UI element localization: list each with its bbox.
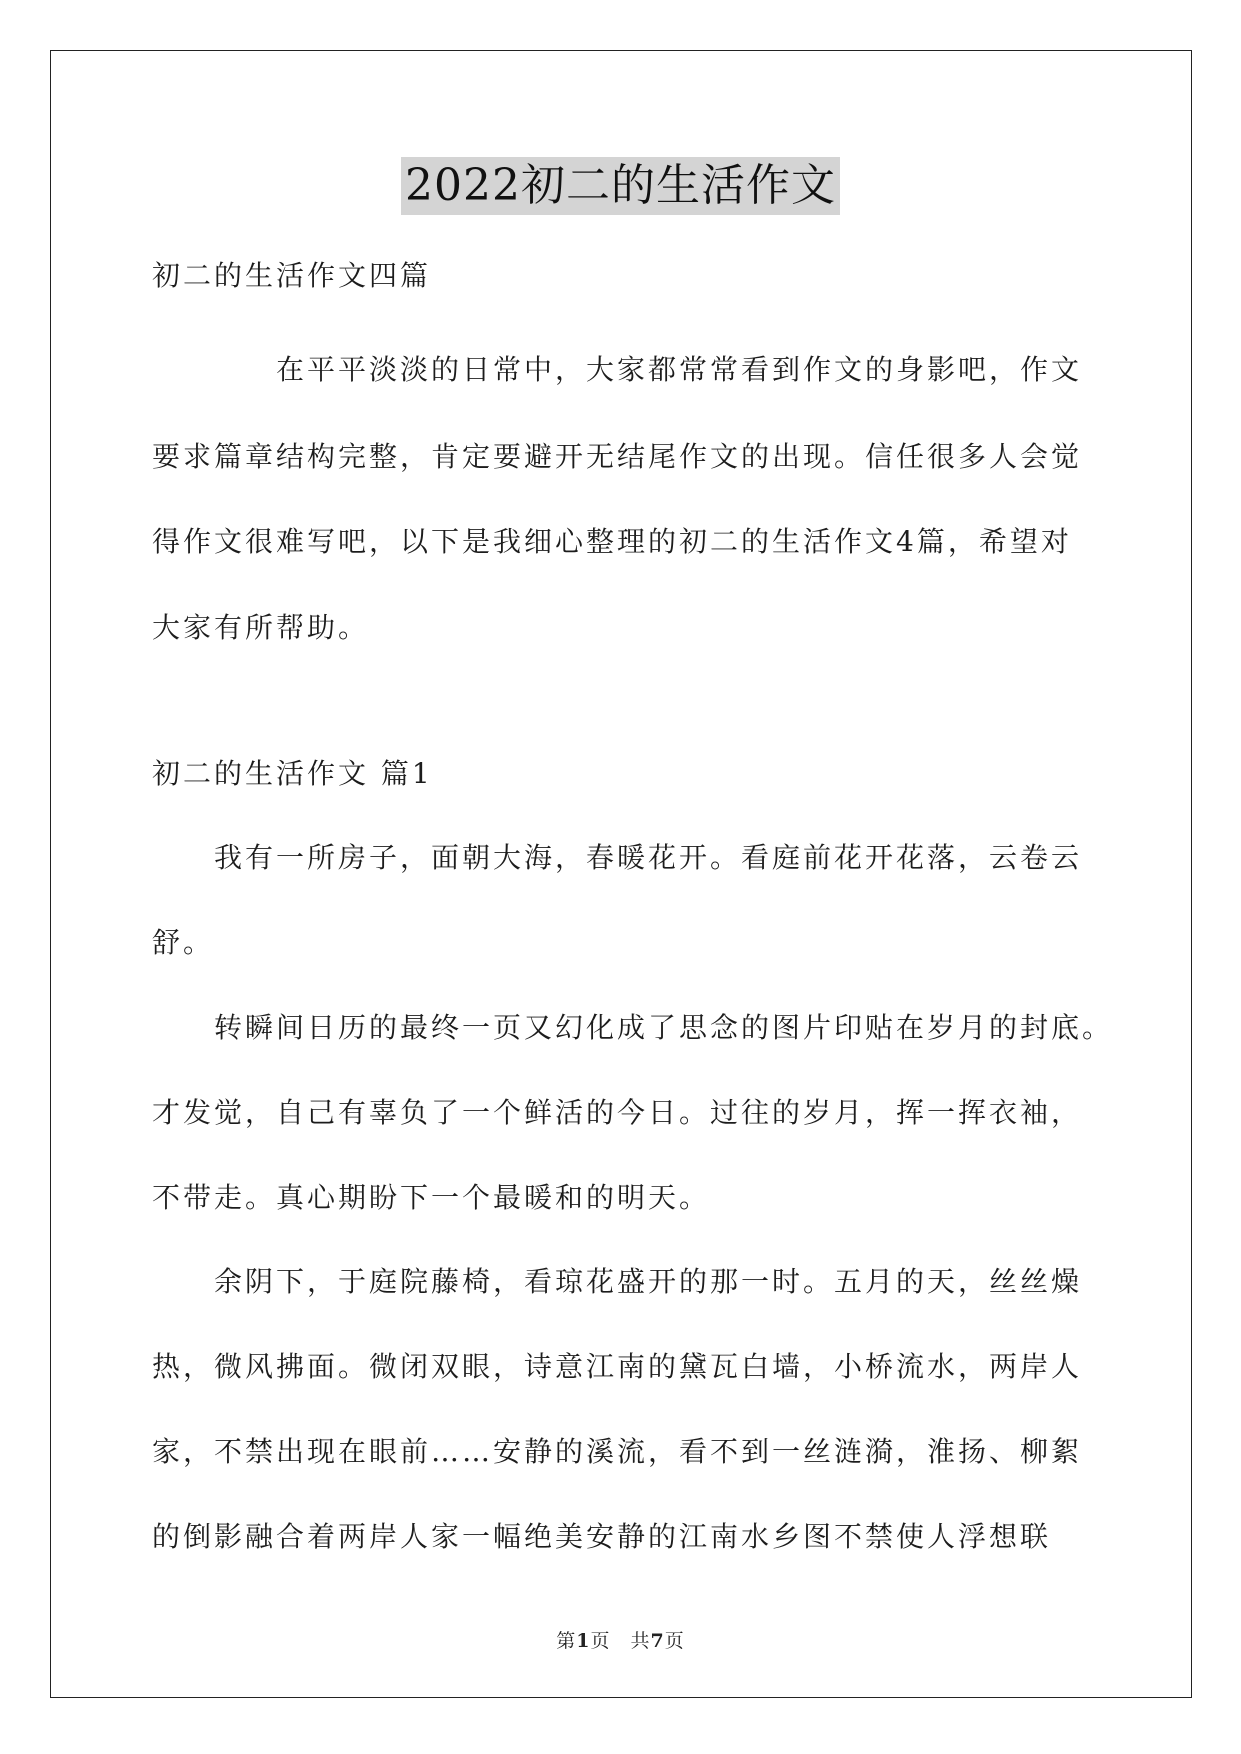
paragraph-line: 得作文很难写吧，以下是我细心整理的初二的生活作文4篇，希望对 bbox=[152, 525, 1072, 558]
paragraph-line: 热，微风拂面。微闭双眼，诗意江南的黛瓦白墙，小桥流水，两岸人 bbox=[152, 1350, 1083, 1383]
paragraph-line: 家，不禁出现在眼前……安静的溪流，看不到一丝涟漪，淮扬、柳絮 bbox=[152, 1435, 1083, 1468]
paragraph-line: 转瞬间日历的最终一页又幻化成了思念的图片印贴在岁月的封底。 bbox=[214, 1011, 1114, 1044]
footer-current-page: 1 bbox=[576, 1630, 591, 1652]
paragraph-line: 舒。 bbox=[152, 926, 215, 959]
document-subtitle: 初二的生活作文四篇 bbox=[152, 259, 432, 292]
footer-suffix: 页 bbox=[664, 1630, 685, 1652]
paragraph-line: 大家有所帮助。 bbox=[152, 611, 370, 644]
paragraph-line: 的倒影融合着两岸人家一幅绝美安静的江南水乡图不禁使人浮想联 bbox=[152, 1520, 1052, 1553]
paragraph-line: 余阴下，于庭院藤椅，看琼花盛开的那一时。五月的天，丝丝燥 bbox=[214, 1265, 1083, 1298]
footer-mid: 页 共 bbox=[590, 1630, 651, 1652]
title-wrap bbox=[0, 157, 1241, 215]
paragraph-line: 我有一所房子，面朝大海，春暖花开。看庭前花开花落，云卷云 bbox=[214, 841, 1083, 874]
paragraph-line: 才发觉，自己有辜负了一个鲜活的今日。过往的岁月，挥一挥衣袖， bbox=[152, 1096, 1083, 1129]
paragraph-line: 在平平淡淡的日常中，大家都常常看到作文的身影吧，作文 bbox=[276, 353, 1083, 386]
paragraph-line: 要求篇章结构完整，肯定要避开无结尾作文的出现。信任很多人会觉 bbox=[152, 440, 1083, 473]
section-heading: 初二的生活作文 篇1 bbox=[152, 757, 433, 790]
paragraph-line: 不带走。真心期盼下一个最暖和的明天。 bbox=[152, 1181, 711, 1214]
footer-prefix: 第 bbox=[556, 1630, 577, 1652]
page-footer bbox=[0, 1626, 1241, 1653]
document-title: 2022初二的生活作文 bbox=[401, 157, 840, 215]
footer-total-pages: 7 bbox=[650, 1630, 665, 1652]
